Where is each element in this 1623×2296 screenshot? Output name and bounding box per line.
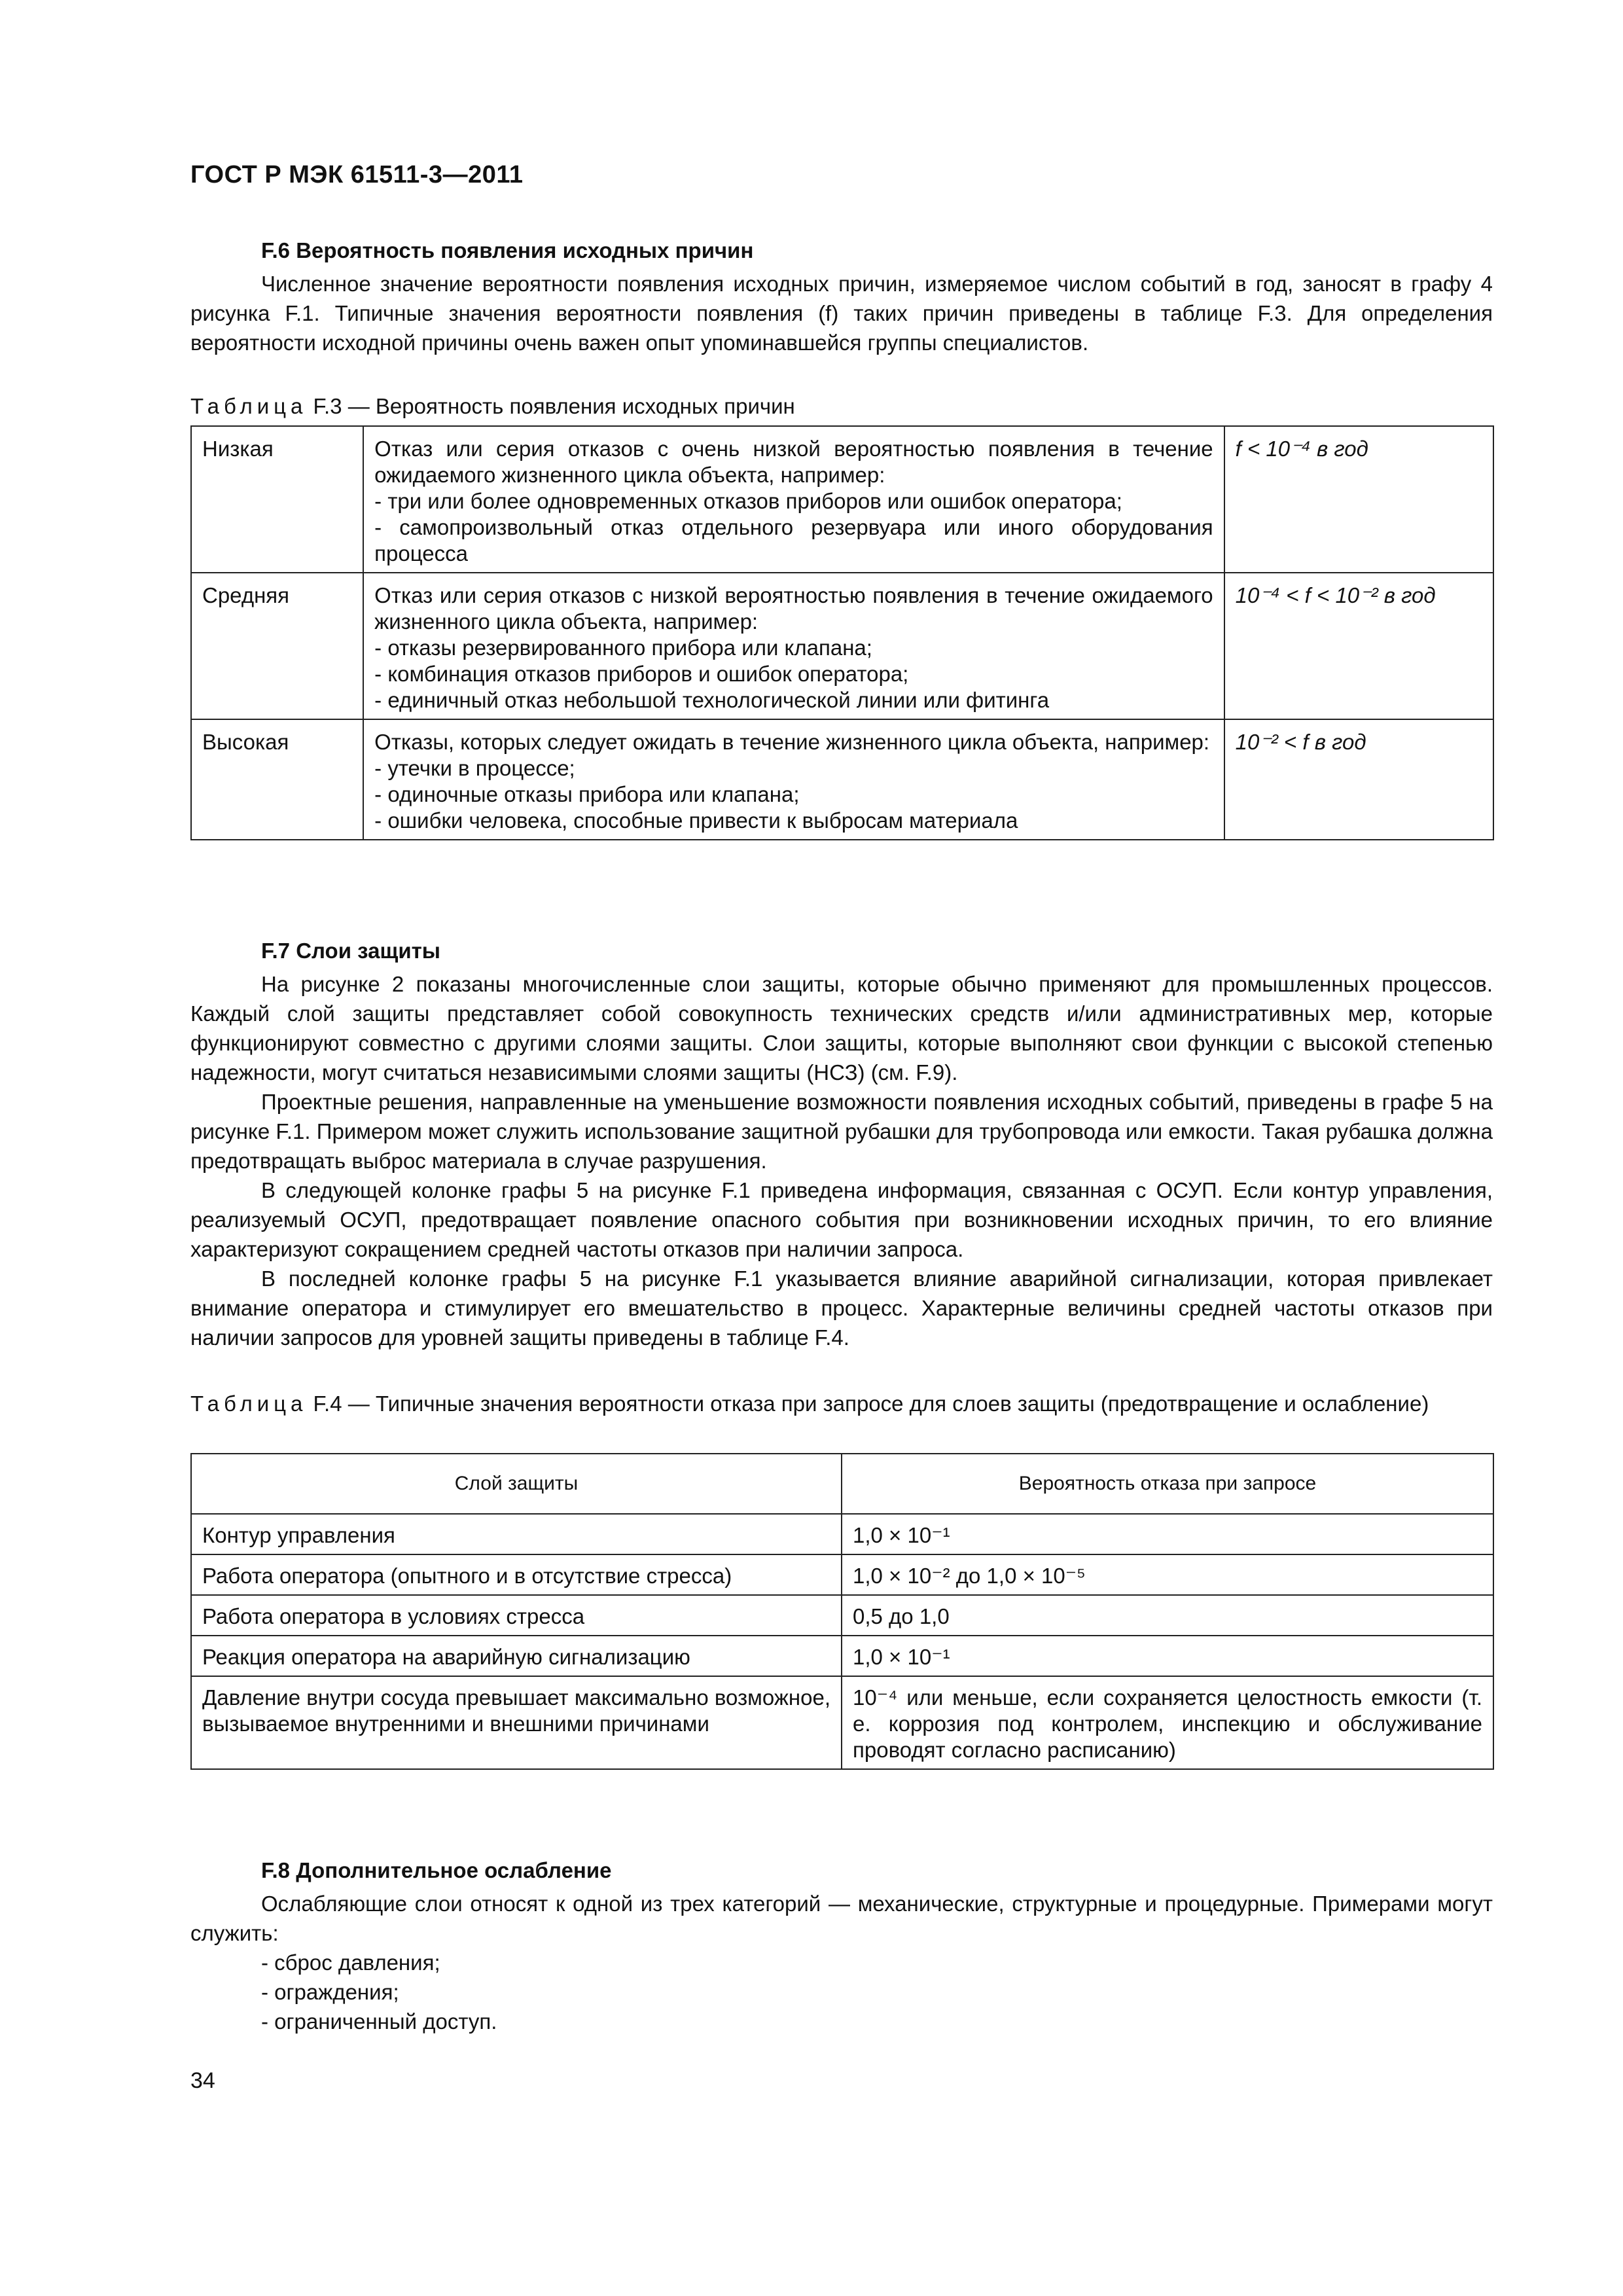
table-cell-frequency: 10⁻⁴ < f < 10⁻² в год xyxy=(1224,573,1493,719)
section-f7-paragraph: На рисунке 2 показаны многочисленные слои защиты, которые обычно применяют для промышленных процессов. Каждый слой защиты представляет собой совокупность технических средств и/или административных мер, которые функционируют совместно с другими слоями защиты. Слои защиты, которые выполняют свои функции с высокой степенью надежности, могут считаться независимыми слоями защиты (НСЗ) (см. F.9). xyxy=(190,972,1493,1085)
table-cell-layer: Работа оператора в условиях стресса xyxy=(191,1595,842,1636)
table-row xyxy=(191,1554,1493,1595)
table-f4-caption-prefix: Таблица xyxy=(190,1391,308,1416)
section-f8-list xyxy=(190,1948,1493,2036)
row-description: Отказы, которых следует ожидать в течение жизненного цикла объекта, например: xyxy=(374,730,1210,754)
section-f7-title: F.7 Слои защиты xyxy=(261,939,440,963)
section-f7 xyxy=(190,936,1493,1352)
section-f8-paragraph: Ослабляющие слои относят к одной из трех категорий — механические, структурные и процедурные. Примерами могут служить: xyxy=(190,1892,1493,1945)
list-item: - комбинация отказов приборов и ошибок оператора; xyxy=(374,662,909,686)
table-f3-caption xyxy=(190,393,1493,420)
row-description: Отказ или серия отказов с низкой вероятностью появления в течение ожидаемого жизненного цикла объекта, например: xyxy=(374,583,1213,634)
row-description: Отказ или серия отказов с очень низкой вероятностью появления в течение ожидаемого жизненного цикла объекта, например: xyxy=(374,437,1213,487)
table-cell-frequency: 10⁻² < f в год xyxy=(1224,719,1493,840)
table-f3-caption-prefix: Таблица xyxy=(190,394,308,418)
section-f8 xyxy=(190,1856,1493,2036)
table-row xyxy=(191,426,1493,573)
table-row xyxy=(191,1514,1493,1554)
section-f8-title: F.8 Дополнительное ослабление xyxy=(261,1858,612,1882)
table-row xyxy=(191,719,1493,840)
section-f7-paragraph: В следующей колонке графы 5 на рисунке F.1 приведена информация, связанная с ОСУП. Если контур управления, реализуемый ОСУП, предотвращает появление опасного события при возникновении исходных причин, то его влияние характеризуют сокращением средней частоты отказов при наличии запроса. xyxy=(190,1178,1493,1261)
table-cell-level: Высокая xyxy=(191,719,363,840)
table-cell-frequency: f < 10⁻⁴ в год xyxy=(1224,426,1493,573)
table-cell-value: 1,0 × 10⁻² до 1,0 × 10⁻⁵ xyxy=(842,1554,1493,1595)
table-cell-value: 10⁻⁴ или меньше, если сохраняется целостность емкости (т. е. коррозия под контролем, инспекцию и обслуживание проводят согласно расписанию) xyxy=(842,1676,1493,1769)
list-item: - одиночные отказы прибора или клапана; xyxy=(374,782,800,806)
section-f7-paragraph: Проектные решения, направленные на уменьшение возможности появления исходных событий, приведены в графе 5 на рисунке F.1. Примером может служить использование защитной рубашки для трубопровода или емкости. Такая рубашка должна предотвращать выброс материала в случае разрушения. xyxy=(190,1090,1493,1173)
list-item: - сброс давления; xyxy=(261,1950,440,1975)
list-item: - три или более одновременных отказов приборов или ошибок оператора; xyxy=(374,489,1122,513)
section-f6-paragraph: Численное значение вероятности появления исходных причин, измеряемое числом событий в год, заносят в графу 4 рисунка F.1. Типичные значения вероятности появления (f) таких причин приведены в таблице F.3. Для определения вероятности исходной причины очень важен опыт упоминавшейся группы специалистов. xyxy=(190,272,1493,355)
table-f4-caption xyxy=(190,1390,1493,1418)
table-cell-level: Низкая xyxy=(191,426,363,573)
list-item: - ограждения; xyxy=(261,1980,399,2004)
table-header-row xyxy=(191,1454,1493,1514)
table-cell-layer: Давление внутри сосуда превышает максимально возможное, вызываемое внутренними и внешними причинами xyxy=(191,1676,842,1769)
table-cell-description xyxy=(363,426,1224,573)
table-row xyxy=(191,1636,1493,1676)
table-cell-value: 1,0 × 10⁻¹ xyxy=(842,1514,1493,1554)
table-cell-level: Средняя xyxy=(191,573,363,719)
table-row xyxy=(191,573,1493,719)
document-header: ГОСТ Р МЭК 61511-3—2011 xyxy=(190,161,524,188)
list-item: - утечки в процессе; xyxy=(374,756,575,780)
column-header-layer: Слой защиты xyxy=(191,1454,842,1514)
page-number: 34 xyxy=(190,2068,215,2093)
section-f6-title: F.6 Вероятность появления исходных причин xyxy=(261,238,754,262)
table-row xyxy=(191,1676,1493,1769)
list-item: - ошибки человека, способные привести к выбросам материала xyxy=(374,808,1018,833)
table-f4-caption-text: F.4 — Типичные значения вероятности отказа при запросе для слоев защиты (предотвращение и ослабление) xyxy=(307,1391,1429,1416)
column-header-probability: Вероятность отказа при запросе xyxy=(842,1454,1493,1514)
table-f4 xyxy=(190,1453,1494,1770)
table-f3 xyxy=(190,425,1494,840)
table-cell-value: 0,5 до 1,0 xyxy=(842,1595,1493,1636)
table-cell-description xyxy=(363,719,1224,840)
table-cell-layer: Контур управления xyxy=(191,1514,842,1554)
list-item: - единичный отказ небольшой технологической линии или фитинга xyxy=(374,688,1050,712)
list-item: - отказы резервированного прибора или клапана; xyxy=(374,636,872,660)
table-cell-value: 1,0 × 10⁻¹ xyxy=(842,1636,1493,1676)
table-row xyxy=(191,1595,1493,1636)
section-f7-paragraph: В последней колонке графы 5 на рисунке F.1 указывается влияние аварийной сигнализации, которая привлекает внимание оператора и стимулирует его вмешательство в процесс. Характерные величины средней частоты отказов при наличии запросов для уровней защиты приведены в таблице F.4. xyxy=(190,1266,1493,1350)
table-cell-layer: Реакция оператора на аварийную сигнализацию xyxy=(191,1636,842,1676)
section-f6 xyxy=(190,236,1493,357)
table-f3-caption-text: F.3 — Вероятность появления исходных причин xyxy=(307,394,795,418)
table-cell-layer: Работа оператора (опытного и в отсутствие стресса) xyxy=(191,1554,842,1595)
list-item: - самопроизвольный отказ отдельного резервуара или иного оборудования процесса xyxy=(374,515,1213,565)
list-item: - ограниченный доступ. xyxy=(261,2009,497,2034)
table-cell-description xyxy=(363,573,1224,719)
